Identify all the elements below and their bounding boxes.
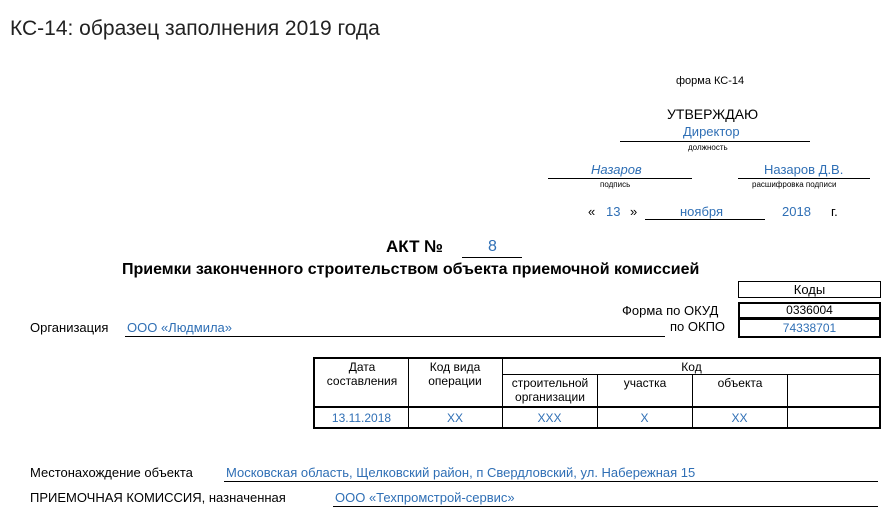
commission-value: ООО «Техпромстрой-сервис» <box>335 490 515 505</box>
header-construction-org: строительной организации <box>511 376 589 404</box>
commission-underline <box>333 506 878 507</box>
month-underline <box>645 219 765 220</box>
position-value: Директор <box>683 124 740 139</box>
location-underline <box>224 481 878 482</box>
name-underline <box>738 178 870 179</box>
okpo-value: 74338701 <box>738 318 881 338</box>
signature-value: Назаров <box>591 162 642 177</box>
signature-underline <box>548 178 692 179</box>
header-operation: Код вида операции <box>428 360 482 388</box>
position-caption: должность <box>688 143 728 152</box>
page-title: КС-14: образец заполнения 2019 года <box>10 17 380 40</box>
header-code: Код <box>681 360 702 374</box>
header-site: участка <box>623 376 667 390</box>
codes-detail-table <box>313 357 881 429</box>
organization-label: Организация <box>30 320 109 335</box>
form-label: форма КС-14 <box>676 75 745 87</box>
name-caption: расшифровка подписи <box>752 180 837 189</box>
cell-site: X <box>640 411 649 425</box>
date-quote-open: « <box>588 204 596 219</box>
okud-value: 0336004 <box>738 302 881 319</box>
date-month: ноября <box>680 204 724 219</box>
date-year-suffix: г. <box>831 204 838 219</box>
cell-object: XX <box>731 411 748 425</box>
organization-underline <box>125 336 665 337</box>
date-quote-close: » <box>630 204 638 219</box>
signature-caption: подпись <box>600 180 631 189</box>
cell-operation: XX <box>446 411 463 425</box>
codes-header: Коды <box>738 281 881 298</box>
location-label: Местонахождение объекта <box>30 465 193 480</box>
act-subtitle: Приемки законченного строительством объекта приемочной комиссией <box>122 261 700 278</box>
okud-label: Форма по ОКУД <box>622 303 719 318</box>
approve-heading: УТВЕРЖДАЮ <box>667 106 759 122</box>
name-value: Назаров Д.В. <box>764 162 844 177</box>
act-number: 8 <box>488 238 497 255</box>
header-date: Дата составления <box>326 360 398 388</box>
act-heading: АКТ № <box>386 237 444 256</box>
header-object: объекта <box>717 376 763 390</box>
commission-label: ПРИЕМОЧНАЯ КОМИССИЯ, назначенная <box>30 490 286 505</box>
organization-value: ООО «Людмила» <box>127 320 233 335</box>
okpo-label: по ОКПО <box>670 319 726 334</box>
position-underline <box>620 141 810 142</box>
date-day: 13 <box>606 204 621 219</box>
cell-date: 13.11.2018 <box>331 411 392 425</box>
cell-construction-org: XXX <box>537 411 562 425</box>
location-value: Московская область, Щелковский район, п Свердловский, ул. Набережная 15 <box>226 465 696 480</box>
date-year: 2018 <box>782 204 811 219</box>
act-number-underline <box>462 257 522 258</box>
